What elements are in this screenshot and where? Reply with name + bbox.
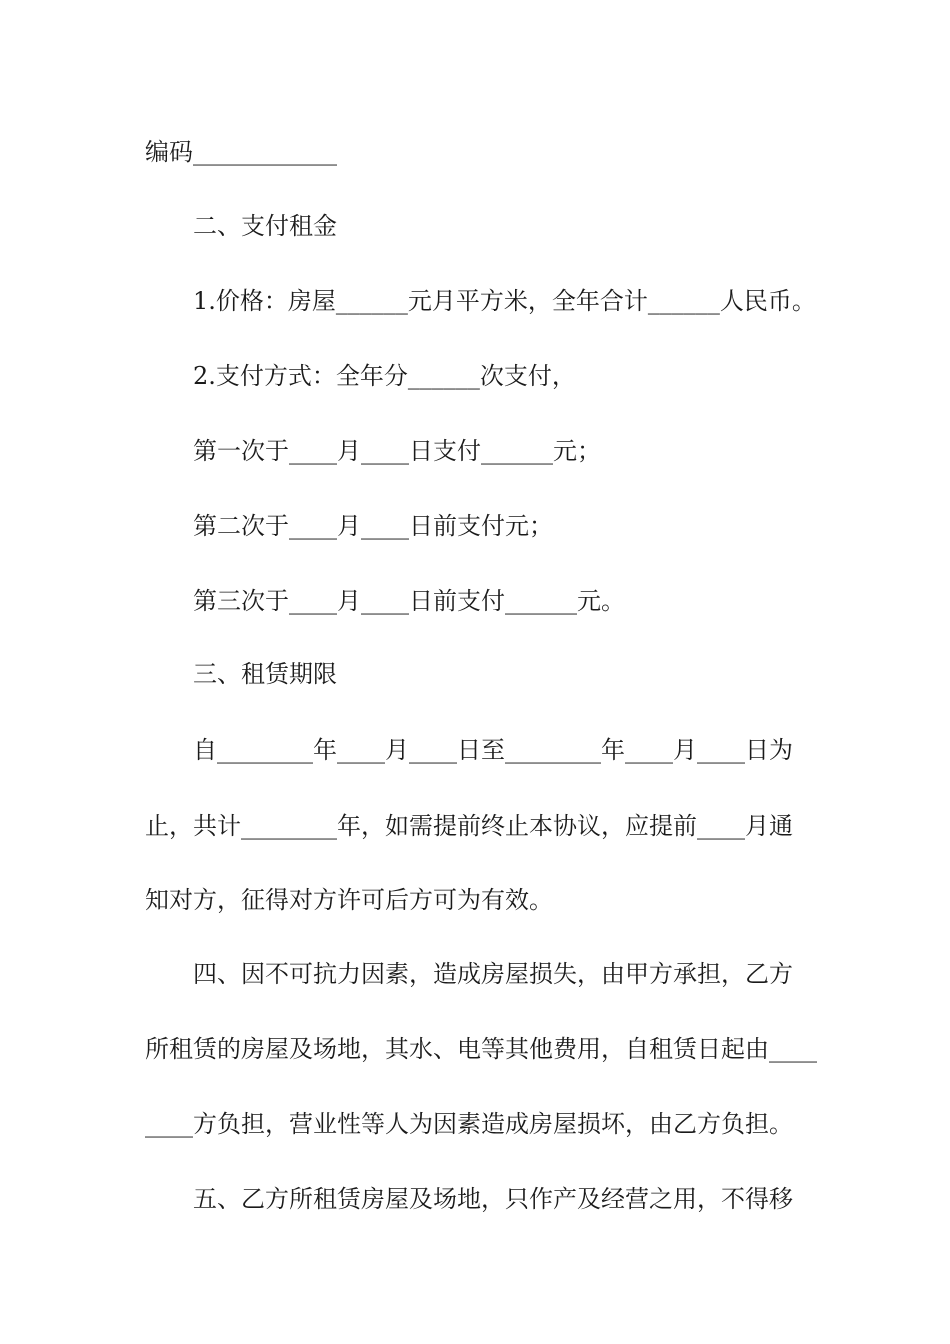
usage-clause-line-1: 五、乙方所租赁房屋及场地，只作产及经营之用，不得移 <box>193 1185 793 1213</box>
second-payment-line: 第二次于____月____日前支付元； <box>193 512 553 540</box>
payment-method-line: 2.支付方式：全年分______次支付， <box>193 362 576 390</box>
code-line: 编码____________ <box>145 138 337 166</box>
third-payment-line: 第三次于____月____日前支付______元。 <box>193 587 625 615</box>
first-payment-line: 第一次于____月____日支付______元； <box>193 437 601 465</box>
price-line: 1.价格：房屋______元月平方米，全年合计______人民币。 <box>193 287 816 315</box>
lease-term-line-3: 知对方，征得对方许可后方可为有效。 <box>145 886 553 914</box>
force-majeure-line-2: 所租赁的房屋及场地，其水、电等其他费用，自租赁日起由____ <box>145 1035 817 1063</box>
lease-term-line-1: 自________年____月____日至________年____月____日为 <box>193 736 793 764</box>
force-majeure-line-1: 四、因不可抗力因素，造成房屋损失，由甲方承担，乙方 <box>193 960 793 988</box>
lease-term-line-2: 止，共计________年，如需提前终止本协议，应提前____月通 <box>145 812 793 840</box>
section-heading-lease-term: 三、租赁期限 <box>193 660 337 688</box>
force-majeure-line-3: ____方负担，营业性等人为因素造成房屋损坏，由乙方负担。 <box>145 1110 793 1138</box>
section-heading-payment: 二、支付租金 <box>193 212 337 240</box>
